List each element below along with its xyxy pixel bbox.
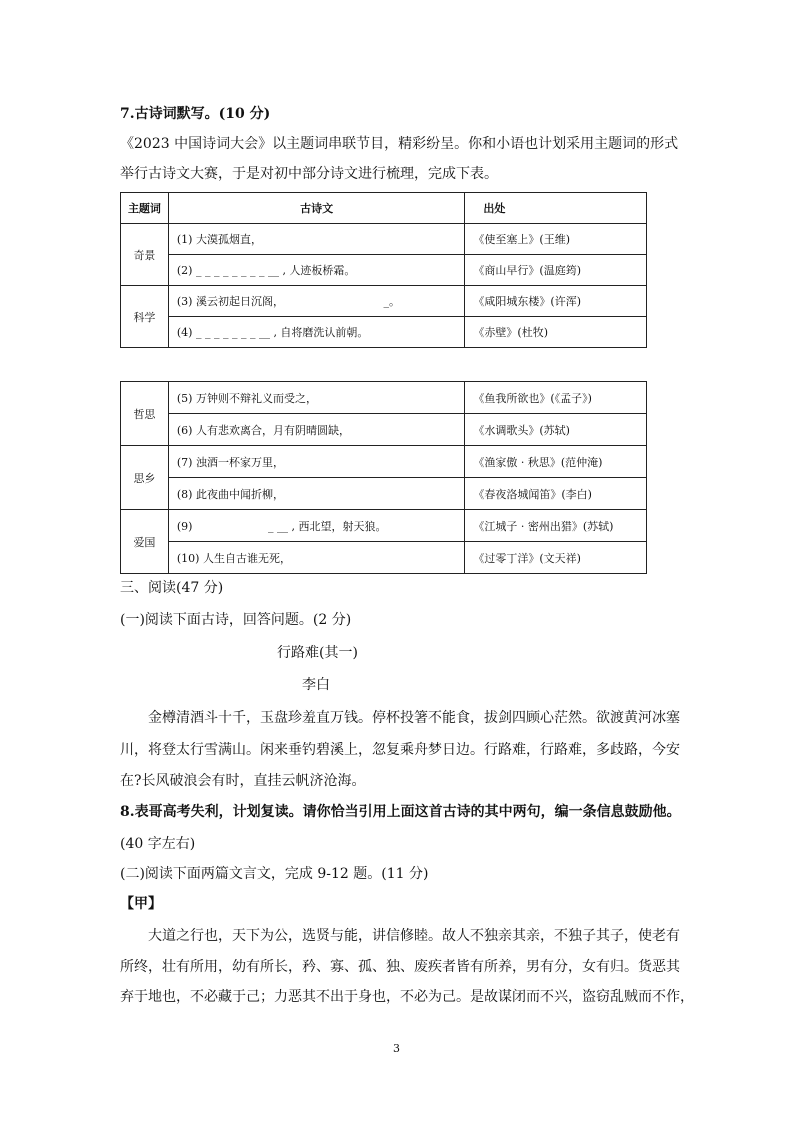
poem-blank-tail: _。 (383, 295, 400, 308)
table-row (121, 542, 647, 574)
poem-cell: (7) 浊酒一杯家万里， (168, 446, 464, 478)
source-cell: 《鱼我所欲也》(《孟子》) (465, 382, 647, 414)
table-row (121, 224, 647, 255)
jia-line-3: 弃于地也，不必藏于己；力恶其不出于身也，不必为己。是故谋闭而不兴，盗窃乱贼而不作， (120, 989, 694, 1005)
source-cell: 《赤壁》(杜牧) (465, 317, 647, 348)
poem-line-2: 川，将登太行雪满山。闲来垂钓碧溪上，忽复乘舟梦日边。行路难，行路难，多歧路，今安 (120, 742, 680, 758)
source-cell: 《使至塞上》(王维) (465, 224, 647, 255)
poetry-table-1 (120, 192, 647, 348)
part-2-title: (二)阅读下面两篇文言文，完成 9-12 题。(11 分) (120, 866, 429, 882)
part-1-title: (一)阅读下面古诗，回答问题。(2 分) (120, 612, 352, 628)
topic-cell: 哲思 (121, 382, 169, 446)
question-8-line1: 8.表哥高考失利，计划复读。请你恰当引用上面这首古诗的其中两句，编一条信息鼓励他。 (120, 804, 681, 820)
poetry-table-2 (120, 381, 647, 574)
poem-line-3: 在?长风破浪会有时，直挂云帆济沧海。 (120, 773, 366, 789)
table-row (121, 317, 647, 348)
poem-cell: (5) 万钟则不辩礼义而受之， (168, 382, 464, 414)
poem-text: (3) 溪云初起日沉阁， (176, 295, 284, 308)
topic-cell: 思乡 (121, 446, 169, 510)
question-7-intro-line1: 《2023 中国诗词大会》以主题词串联节目，精彩纷呈。你和小语也计划采用主题词的形式 (120, 136, 679, 152)
poem-cell (168, 510, 464, 542)
jia-line-2: 所终，壮有所用，幼有所长，矜、寡、孤、独、废疾者皆有所养，男有分，女有归。货恶其 (120, 959, 680, 975)
table-row (121, 446, 647, 478)
poem-title: 行路难(其一) (277, 645, 358, 661)
header-topic: 主题词 (121, 193, 169, 224)
question-7-intro-line2: 举行古诗文大赛，于是对初中部分诗文进行梳理，完成下表。 (120, 166, 498, 182)
topic-cell: 爱国 (121, 510, 169, 574)
header-source: 出处 (465, 193, 647, 224)
source-cell: 《商山早行》(温庭筠) (465, 255, 647, 286)
section-3-title: 三、阅读(47 分) (120, 580, 224, 596)
source-cell: 《过零丁洋》(文天祥) (465, 542, 647, 574)
source-cell: 《春夜洛城闻笛》(李白) (465, 478, 647, 510)
poem-text: (9) (176, 519, 193, 533)
question-7-title: 7.古诗词默写。(10 分) (120, 106, 271, 122)
table-row (121, 510, 647, 542)
table-row (121, 255, 647, 286)
topic-cell: 科学 (121, 286, 169, 348)
source-cell: 《水调歌头》(苏轼) (465, 414, 647, 446)
table-row (121, 286, 647, 317)
page-number: 3 (393, 1042, 400, 1055)
source-cell: 《渔家傲 · 秋思》(范仲淹) (465, 446, 647, 478)
topic-cell: 奇景 (121, 224, 169, 286)
poem-author: 李白 (302, 677, 330, 693)
poem-cell: (10) 人生自古谁无死， (168, 542, 464, 574)
question-8-line2: (40 字左右) (120, 836, 196, 852)
poem-cell: (2) _ _ _ _ _ _ _ _ __ , 人迹板桥霜。 (168, 255, 465, 286)
poem-line-1: 金樽清酒斗十千，玉盘珍羞直万钱。停杯投箸不能食，拔剑四顾心茫然。欲渡黄河冰塞 (148, 710, 680, 726)
source-cell: 《咸阳城东楼》(许浑) (465, 286, 647, 317)
table-row (121, 478, 647, 510)
jia-line-1: 大道之行也，天下为公，选贤与能，讲信修睦。故人不独亲其亲，不独子其子，使老有 (148, 928, 680, 944)
source-cell: 《江城子 · 密州出猎》(苏轼) (465, 510, 647, 542)
jia-label: 【甲】 (120, 896, 162, 912)
poem-blank-tail: _ __ , 西北望，射天狼。 (267, 519, 387, 533)
poem-cell: (6) 人有悲欢离合，月有阴晴圆缺， (168, 414, 464, 446)
poem-cell (168, 286, 465, 317)
poem-cell: (1) 大漠孤烟直， (168, 224, 465, 255)
table-row (121, 382, 647, 414)
table-header-row (121, 193, 647, 224)
poem-cell: (4) _ _ _ _ _ _ _ __ , 自将磨洗认前朝。 (168, 317, 465, 348)
table-row (121, 414, 647, 446)
poem-cell: (8) 此夜曲中闻折柳， (168, 478, 464, 510)
header-poem: 古诗文 (168, 193, 465, 224)
